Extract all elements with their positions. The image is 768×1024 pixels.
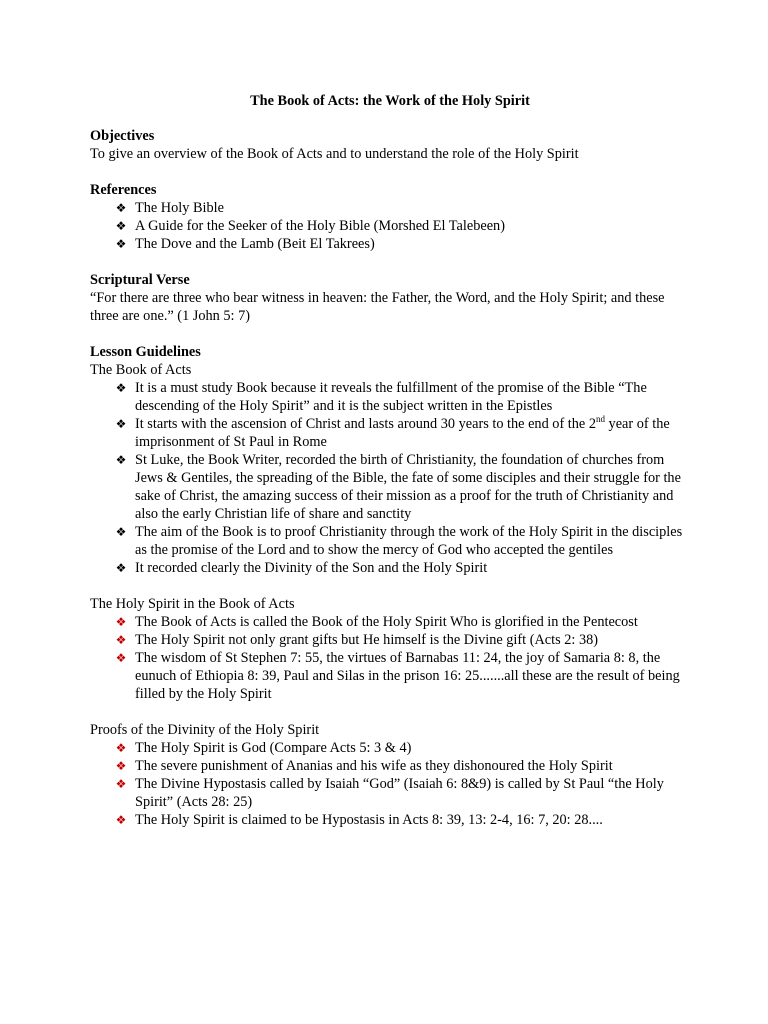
four-petal-diamond-icon: ❖: [115, 201, 127, 215]
list-item: [90, 451, 690, 523]
list-item-text: The Holy Spirit not only grant gifts but He himself is the Divine gift (Acts 2: 38): [135, 632, 599, 648]
document-page: [90, 92, 690, 847]
four-petal-diamond-icon: ❖: [115, 453, 127, 467]
four-petal-diamond-icon: ❖: [115, 381, 127, 395]
lesson-guidelines-section: [90, 343, 690, 577]
list-item: [90, 199, 690, 217]
objectives-section: [90, 127, 690, 163]
objectives-text: To give an overview of the Book of Acts and to understand the role of the Holy Spirit: [90, 146, 579, 162]
list-item: [90, 613, 690, 631]
scriptural-verse-section: [90, 271, 690, 325]
proofs-of-divinity-subheading: Proofs of the Divinity of the Holy Spirit: [90, 722, 320, 738]
four-petal-diamond-icon: ❖: [115, 219, 127, 233]
list-item: [90, 739, 690, 757]
list-item: [90, 811, 690, 829]
list-item: [90, 379, 690, 415]
book-of-acts-subheading: The Book of Acts: [90, 362, 192, 378]
list-item-text: It recorded clearly the Divinity of the Son and the Holy Spirit: [135, 560, 488, 576]
list-item-text: The Holy Spirit is God (Compare Acts 5: 3 & 4): [135, 740, 412, 756]
list-item: [90, 775, 690, 811]
list-item-text: It starts with the ascension of Christ and lasts around 30 years to the end of the 2nd year of the imprisonment of St Paul in Rome: [135, 414, 670, 450]
holy-spirit-in-acts-list: [90, 613, 690, 703]
holy-spirit-in-acts-subheading: The Holy Spirit in the Book of Acts: [90, 596, 295, 612]
list-item-text: The Holy Spirit is claimed to be Hypostasis in Acts 8: 39, 13: 2-4, 16: 7, 20: 28....: [135, 812, 603, 828]
proofs-of-divinity-section: [90, 721, 690, 829]
four-petal-diamond-icon: ❖: [115, 633, 127, 647]
four-petal-diamond-icon: ❖: [115, 759, 127, 773]
list-item-text: The Divine Hypostasis called by Isaiah “God” (Isaiah 6: 8&9) is called by St Paul “the Holy Spirit” (Acts 28: 25): [135, 776, 664, 810]
list-item: [90, 523, 690, 559]
list-item: [90, 415, 690, 451]
four-petal-diamond-icon: ❖: [115, 615, 127, 629]
list-item-text: The Book of Acts is called the Book of the Holy Spirit Who is glorified in the Pentecost: [135, 614, 638, 630]
list-item-text: The Holy Bible: [135, 200, 224, 216]
list-item-text: The severe punishment of Ananias and his wife as they dishonoured the Holy Spirit: [135, 758, 613, 774]
four-petal-diamond-icon: ❖: [115, 813, 127, 827]
list-item: [90, 217, 690, 235]
scriptural-verse-text: “For there are three who bear witness in heaven: the Father, the Word, and the Holy Spirit; and these three are one.” (1 John 5: 7): [90, 290, 665, 324]
book-of-acts-list: [90, 379, 690, 577]
four-petal-diamond-icon: ❖: [115, 741, 127, 755]
four-petal-diamond-icon: ❖: [115, 525, 127, 539]
list-item: [90, 631, 690, 649]
holy-spirit-in-acts-section: [90, 595, 690, 703]
objectives-heading: Objectives: [90, 128, 155, 144]
list-item: [90, 559, 690, 577]
list-item-text: The aim of the Book is to proof Christianity through the work of the Holy Spirit in the disciples as the promise of the Lord and to show the mercy of God who accepted the gentiles: [135, 524, 683, 558]
four-petal-diamond-icon: ❖: [115, 561, 127, 575]
four-petal-diamond-icon: ❖: [115, 417, 127, 431]
references-heading: References: [90, 182, 157, 198]
list-item-text: The wisdom of St Stephen 7: 55, the virtues of Barnabas 11: 24, the joy of Samaria 8: 8, the eunuch of Ethiopia 8: 39, Paul and Silas in the prison 16: 25.......all these are the result of being filled by the Holy Spirit: [135, 650, 680, 702]
four-petal-diamond-icon: ❖: [115, 777, 127, 791]
list-item-text: A Guide for the Seeker of the Holy Bible (Morshed El Talebeen): [135, 218, 505, 234]
lesson-guidelines-heading: Lesson Guidelines: [90, 344, 201, 360]
list-item-text: St Luke, the Book Writer, recorded the birth of Christianity, the foundation of churches from Jews & Gentiles, the spreading of the Bible, the fate of some disciples and their struggle for the sake of Christ, the amazing success of their mission as a proof for the truth of Christianity and also the early Christian life of share and sanctity: [135, 452, 681, 522]
list-item: [90, 757, 690, 775]
document-title: The Book of Acts: the Work of the Holy Spirit: [250, 93, 530, 109]
list-item-text: It is a must study Book because it reveals the fulfillment of the promise of the Bible “The descending of the Holy Spirit” and it is the subject written in the Epistles: [135, 380, 647, 414]
references-section: [90, 181, 690, 253]
list-item: [90, 649, 690, 703]
references-list: [90, 199, 690, 253]
scriptural-verse-heading: Scriptural Verse: [90, 272, 190, 288]
proofs-of-divinity-list: [90, 739, 690, 829]
four-petal-diamond-icon: ❖: [115, 651, 127, 665]
four-petal-diamond-icon: ❖: [115, 237, 127, 251]
list-item-text: The Dove and the Lamb (Beit El Takrees): [135, 236, 375, 252]
list-item: [90, 235, 690, 253]
